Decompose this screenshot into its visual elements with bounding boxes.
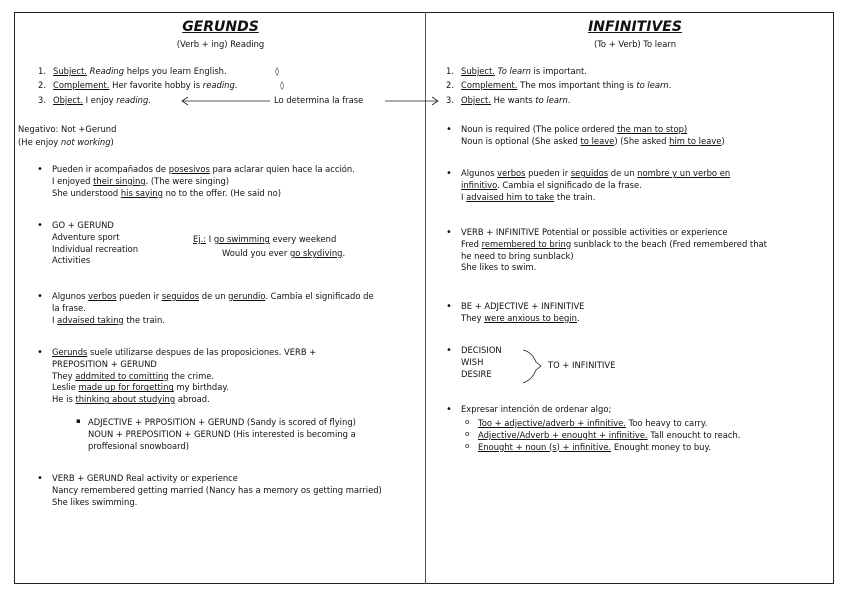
infinitives-subtitle: (To + Verb) To learn	[593, 38, 677, 49]
gerunds-title: GERUNDS	[182, 19, 259, 35]
infinitive-bullet-noun: • Noun is required (The police ordered the man to stop) Noun is optional (She asked to leave) (She asked him to leave)	[461, 124, 725, 148]
gerund-item-2: 2. Complement. Her favorite hobby is reading.	[38, 80, 238, 90]
gerunds-subtitle: (Verb + ing) Reading	[176, 38, 265, 49]
infinitive-item-1: 1. Subject. To learn is important.	[446, 66, 587, 76]
infinitive-bullet-intencion: • Expresar intención de ordenar algo;	[461, 404, 611, 416]
arrow-label: Lo determina la frase	[274, 95, 364, 105]
gerund-bullet-posesivos: • Pueden ir acompañados de posesivos para aclarar quien hace la acción. I enjoyed their singing. (The were singing) She understood his saying no to the offer. (He said no)	[52, 164, 355, 199]
gerund-item-1: 1. Subject. Reading helps you learn English.	[38, 66, 227, 76]
negativo-line: Negativo: Not +Gerund	[18, 124, 117, 134]
go-example-1: Ej.: I go swimming every weekend	[193, 234, 337, 244]
negativo-example: (He enjoy not working)	[18, 137, 114, 147]
infinitives-title: INFINITIVES	[588, 19, 682, 35]
to-infinitive-result: TO + INFINITIVE	[548, 360, 616, 370]
infinitive-bullet-be-adjective: • BE + ADJECTIVE + INFINITIVE They were anxious to begin.	[461, 301, 584, 325]
infinitive-bullet-potential: • VERB + INFINITIVE Potential or possible activities or experience Fred remembered to bring sunblack to the beach (Fred remembered that he need to bring sunblack) She likes to swim.	[461, 227, 767, 274]
infinitive-item-2: 2. Complement. The mos important thing is to learn.	[446, 80, 672, 90]
diamond-1: ◊	[275, 66, 280, 76]
gerund-bullet-real-activity: • VERB + GERUND Real activity or experience Nancy remembered getting married (Nancy has a memory os getting married) She likes swimming.	[52, 473, 382, 508]
gerund-bullet-preposition: • Gerunds suele utilizarse despues de las proposiciones. VERB + PREPOSITION + GERUND They addmited to comitting the crime. Leslie made up for forgetting my birthday. He is thinking about studying abroad.	[52, 347, 316, 406]
infinitive-bullet-verbos: • Algunos verbos pueden ir seguidos de un nombre y un verbo en infinitivo. Cambia el significado de la frase. I advaised him to take the train.	[461, 168, 730, 203]
preposition-subitems: ▪ ADJECTIVE + PRPOSITION + GERUND (Sandy is scored of flying) NOUN + PREPOSITION + GERUND (His interested is becoming a proffesional snowboard)	[76, 417, 356, 452]
go-example-2: Would you ever go skydiving.	[222, 248, 346, 258]
intencion-subitems: o Too + adjective/adverb + infinitive. Too heavy to carry. o Adjective/Adverb + enought + infinitive. Tall enoucht to reach. o Enought + noun (s) + infinitive. Enought money to buy.	[462, 418, 740, 453]
diamond-2: ◊	[280, 80, 285, 90]
gerund-bullet-verbos: • Algunos verbos pueden ir seguidos de un gerundio. Cambia el significado de la frase. I advaised taking the train.	[52, 291, 374, 326]
gerund-item-3: 3. Object. I enjoy reading.	[38, 95, 151, 105]
infinitive-bullet-decision: • DECISION WISH DESIRE	[461, 345, 502, 380]
gerund-bullet-go: • GO + GERUND Adventure sport Individual recreation Activities	[52, 220, 138, 267]
infinitive-item-3: 3. Object. He wants to learn.	[446, 95, 571, 105]
